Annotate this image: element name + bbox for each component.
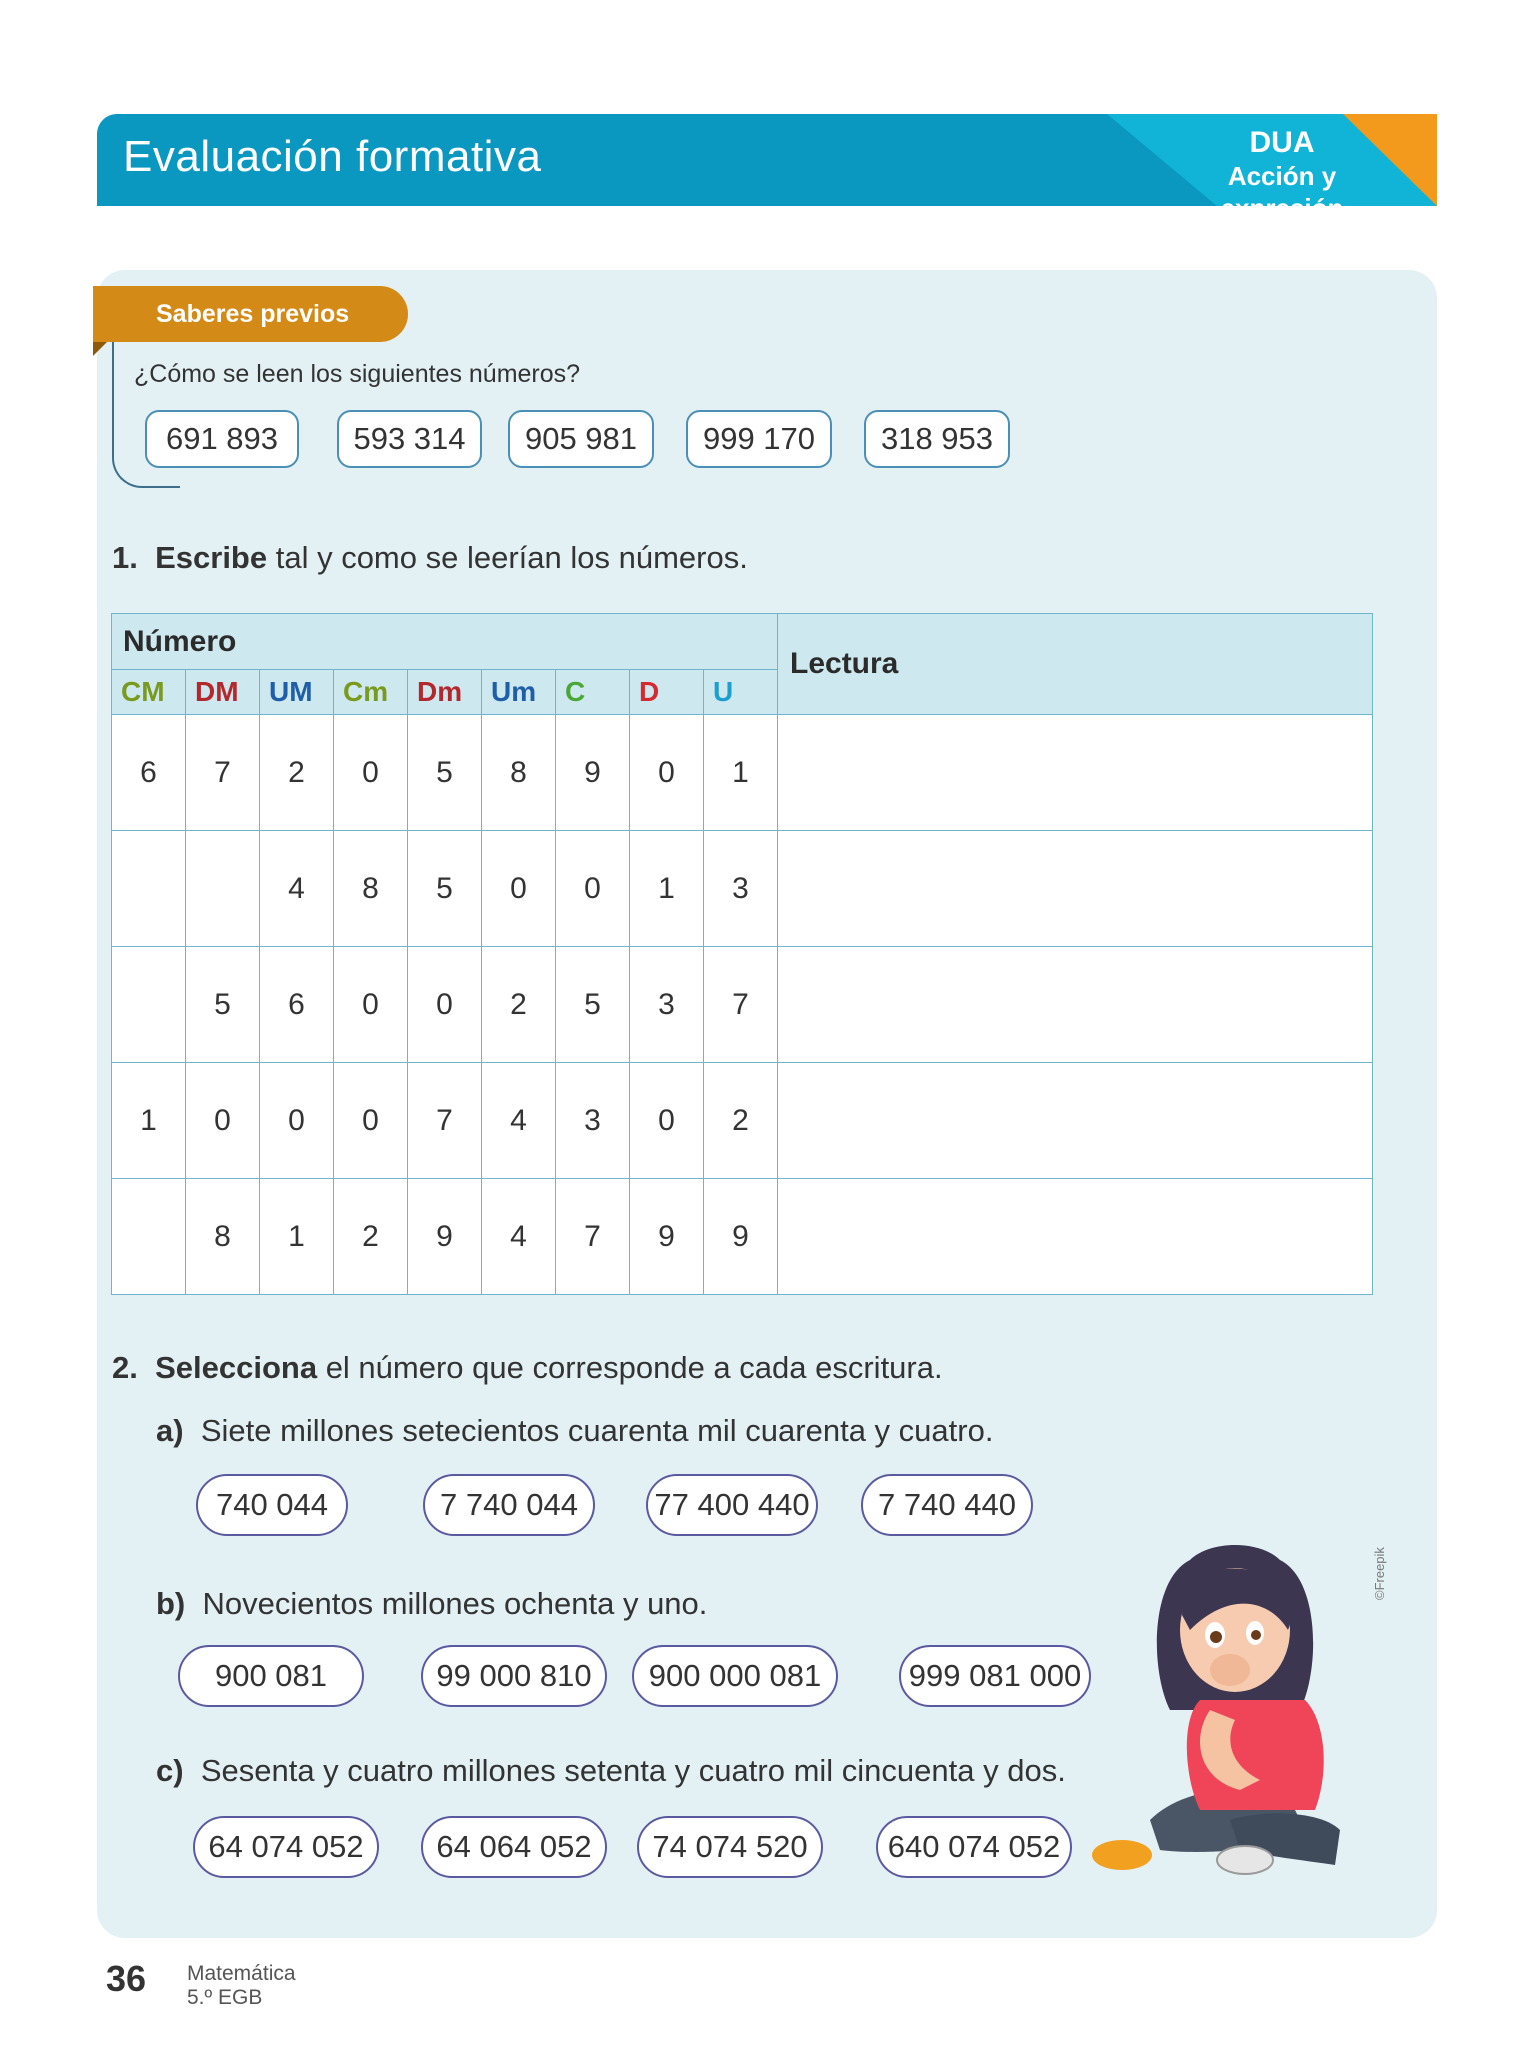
digit-cell: 1 (112, 1063, 186, 1179)
question-2-number: 2. (112, 1350, 138, 1385)
option-a-3[interactable]: 77 400 440 (646, 1474, 818, 1536)
option-b-1[interactable]: 900 081 (178, 1645, 364, 1707)
lectura-answer-cell[interactable] (778, 947, 1373, 1063)
lectura-answer-cell[interactable] (778, 1063, 1373, 1179)
digit-cell: 0 (556, 831, 630, 947)
lectura-answer-cell[interactable] (778, 831, 1373, 947)
digit-cell: 3 (704, 831, 778, 947)
digit-cell: 7 (556, 1179, 630, 1295)
image-credit: ©Freepik (1372, 1547, 1387, 1600)
digit-cell: 0 (630, 1063, 704, 1179)
digit-cell: 6 (260, 947, 334, 1063)
digit-cell: 6 (112, 715, 186, 831)
digit-cell: 1 (704, 715, 778, 831)
dua-title: DUA (1249, 126, 1315, 159)
digit-cell: 1 (630, 831, 704, 947)
table-row (112, 1179, 1373, 1295)
digit-cell: 8 (482, 715, 556, 831)
item-a-label: a) (156, 1413, 184, 1448)
lectura-answer-cell[interactable] (778, 715, 1373, 831)
item-c-label: c) (156, 1753, 184, 1788)
digit-cell: 5 (408, 831, 482, 947)
option-b-3[interactable]: 900 000 081 (632, 1645, 838, 1707)
dua-subtitle: Acción y expresión (1220, 161, 1344, 223)
digit-cell: 3 (556, 1063, 630, 1179)
digit-cell: 8 (334, 831, 408, 947)
digit-cell: 3 (630, 947, 704, 1063)
option-a-2[interactable]: 7 740 044 (423, 1474, 595, 1536)
digit-cell: 4 (482, 1179, 556, 1295)
item-a (156, 1413, 993, 1449)
page-title: Evaluación formativa (123, 132, 542, 181)
lectura-header: Lectura (778, 614, 1373, 715)
saberes-number: 691 893 (145, 410, 299, 468)
place-value-header: U (704, 670, 778, 715)
digit-cell: 0 (482, 831, 556, 947)
option-c-2[interactable]: 64 064 052 (421, 1816, 607, 1878)
digit-cell: 4 (482, 1063, 556, 1179)
table-row (112, 715, 1373, 831)
place-value-header: Um (482, 670, 556, 715)
place-value-header: Dm (408, 670, 482, 715)
option-c-1[interactable]: 64 074 052 (193, 1816, 379, 1878)
place-value-header: DM (186, 670, 260, 715)
lectura-answer-cell[interactable] (778, 1179, 1373, 1295)
option-a-4[interactable]: 7 740 440 (861, 1474, 1033, 1536)
numero-header: Número (112, 614, 778, 670)
digit-cell (112, 947, 186, 1063)
question-1-number: 1. (112, 540, 138, 575)
tab-fold (93, 342, 107, 356)
page-number: 36 (106, 1958, 147, 1999)
digit-cell: 9 (704, 1179, 778, 1295)
item-b (156, 1586, 707, 1622)
item-b-text: Novecientos millones ochenta y uno. (202, 1586, 708, 1621)
digit-cell: 0 (334, 715, 408, 831)
item-a-text: Siete millones setecientos cuarenta mil cuarenta y cuatro. (200, 1413, 994, 1448)
digit-cell: 5 (556, 947, 630, 1063)
digit-cell: 5 (408, 715, 482, 831)
number-reading-table (111, 613, 1373, 1295)
digit-cell (186, 831, 260, 947)
digit-cell: 2 (482, 947, 556, 1063)
digit-cell (112, 831, 186, 947)
digit-cell: 7 (186, 715, 260, 831)
option-a-1[interactable]: 740 044 (196, 1474, 348, 1536)
digit-cell: 0 (408, 947, 482, 1063)
digit-cell: 9 (408, 1179, 482, 1295)
saberes-number: 999 170 (686, 410, 832, 468)
digit-cell: 0 (334, 1063, 408, 1179)
digit-cell: 2 (704, 1063, 778, 1179)
place-value-header: UM (260, 670, 334, 715)
question-1-text: tal y como se leerían los números. (267, 540, 748, 575)
place-value-header: CM (112, 670, 186, 715)
question-2-text: el número que corresponde a cada escritura. (317, 1350, 943, 1385)
option-b-4[interactable]: 999 081 000 (899, 1645, 1091, 1707)
question-1-title (112, 540, 748, 576)
digit-cell: 8 (186, 1179, 260, 1295)
digit-cell: 0 (334, 947, 408, 1063)
dua-badge (1177, 126, 1387, 224)
saberes-number: 905 981 (508, 410, 654, 468)
digit-cell: 7 (408, 1063, 482, 1179)
digit-cell: 2 (334, 1179, 408, 1295)
digit-cell (112, 1179, 186, 1295)
table-row (112, 947, 1373, 1063)
digit-cell: 2 (260, 715, 334, 831)
saberes-previos-tab: Saberes previos (93, 286, 408, 342)
saberes-number: 593 314 (337, 410, 482, 468)
digit-cell: 4 (260, 831, 334, 947)
place-value-header: Cm (334, 670, 408, 715)
question-1-verb: Escribe (155, 540, 268, 575)
place-value-header: C (556, 670, 630, 715)
place-value-header: D (630, 670, 704, 715)
item-c (156, 1753, 1066, 1789)
saberes-question: ¿Cómo se leen los siguientes números? (134, 360, 581, 388)
table-row (112, 1063, 1373, 1179)
digit-cell: 0 (186, 1063, 260, 1179)
saberes-number: 318 953 (864, 410, 1010, 468)
thinking-girl-illustration (1090, 1520, 1380, 1890)
digit-cell: 9 (556, 715, 630, 831)
option-b-2[interactable]: 99 000 810 (421, 1645, 607, 1707)
grade-level: 5.º EGB (187, 1986, 263, 2009)
section-banner (97, 114, 1437, 223)
item-c-text: Sesenta y cuatro millones setenta y cuatro mil cincuenta y dos. (200, 1753, 1066, 1788)
subject-name: Matemática (187, 1962, 296, 1985)
digit-cell: 5 (186, 947, 260, 1063)
digit-cell: 1 (260, 1179, 334, 1295)
digit-cell: 0 (630, 715, 704, 831)
digit-cell: 7 (704, 947, 778, 1063)
table-row (112, 831, 1373, 947)
question-2-title (112, 1350, 943, 1386)
question-2-verb: Selecciona (155, 1350, 318, 1385)
subject-info (187, 1962, 296, 2010)
option-c-4[interactable]: 640 074 052 (876, 1816, 1072, 1878)
digit-cell: 0 (260, 1063, 334, 1179)
option-c-3[interactable]: 74 074 520 (637, 1816, 823, 1878)
item-b-label: b) (156, 1586, 186, 1621)
digit-cell: 9 (630, 1179, 704, 1295)
